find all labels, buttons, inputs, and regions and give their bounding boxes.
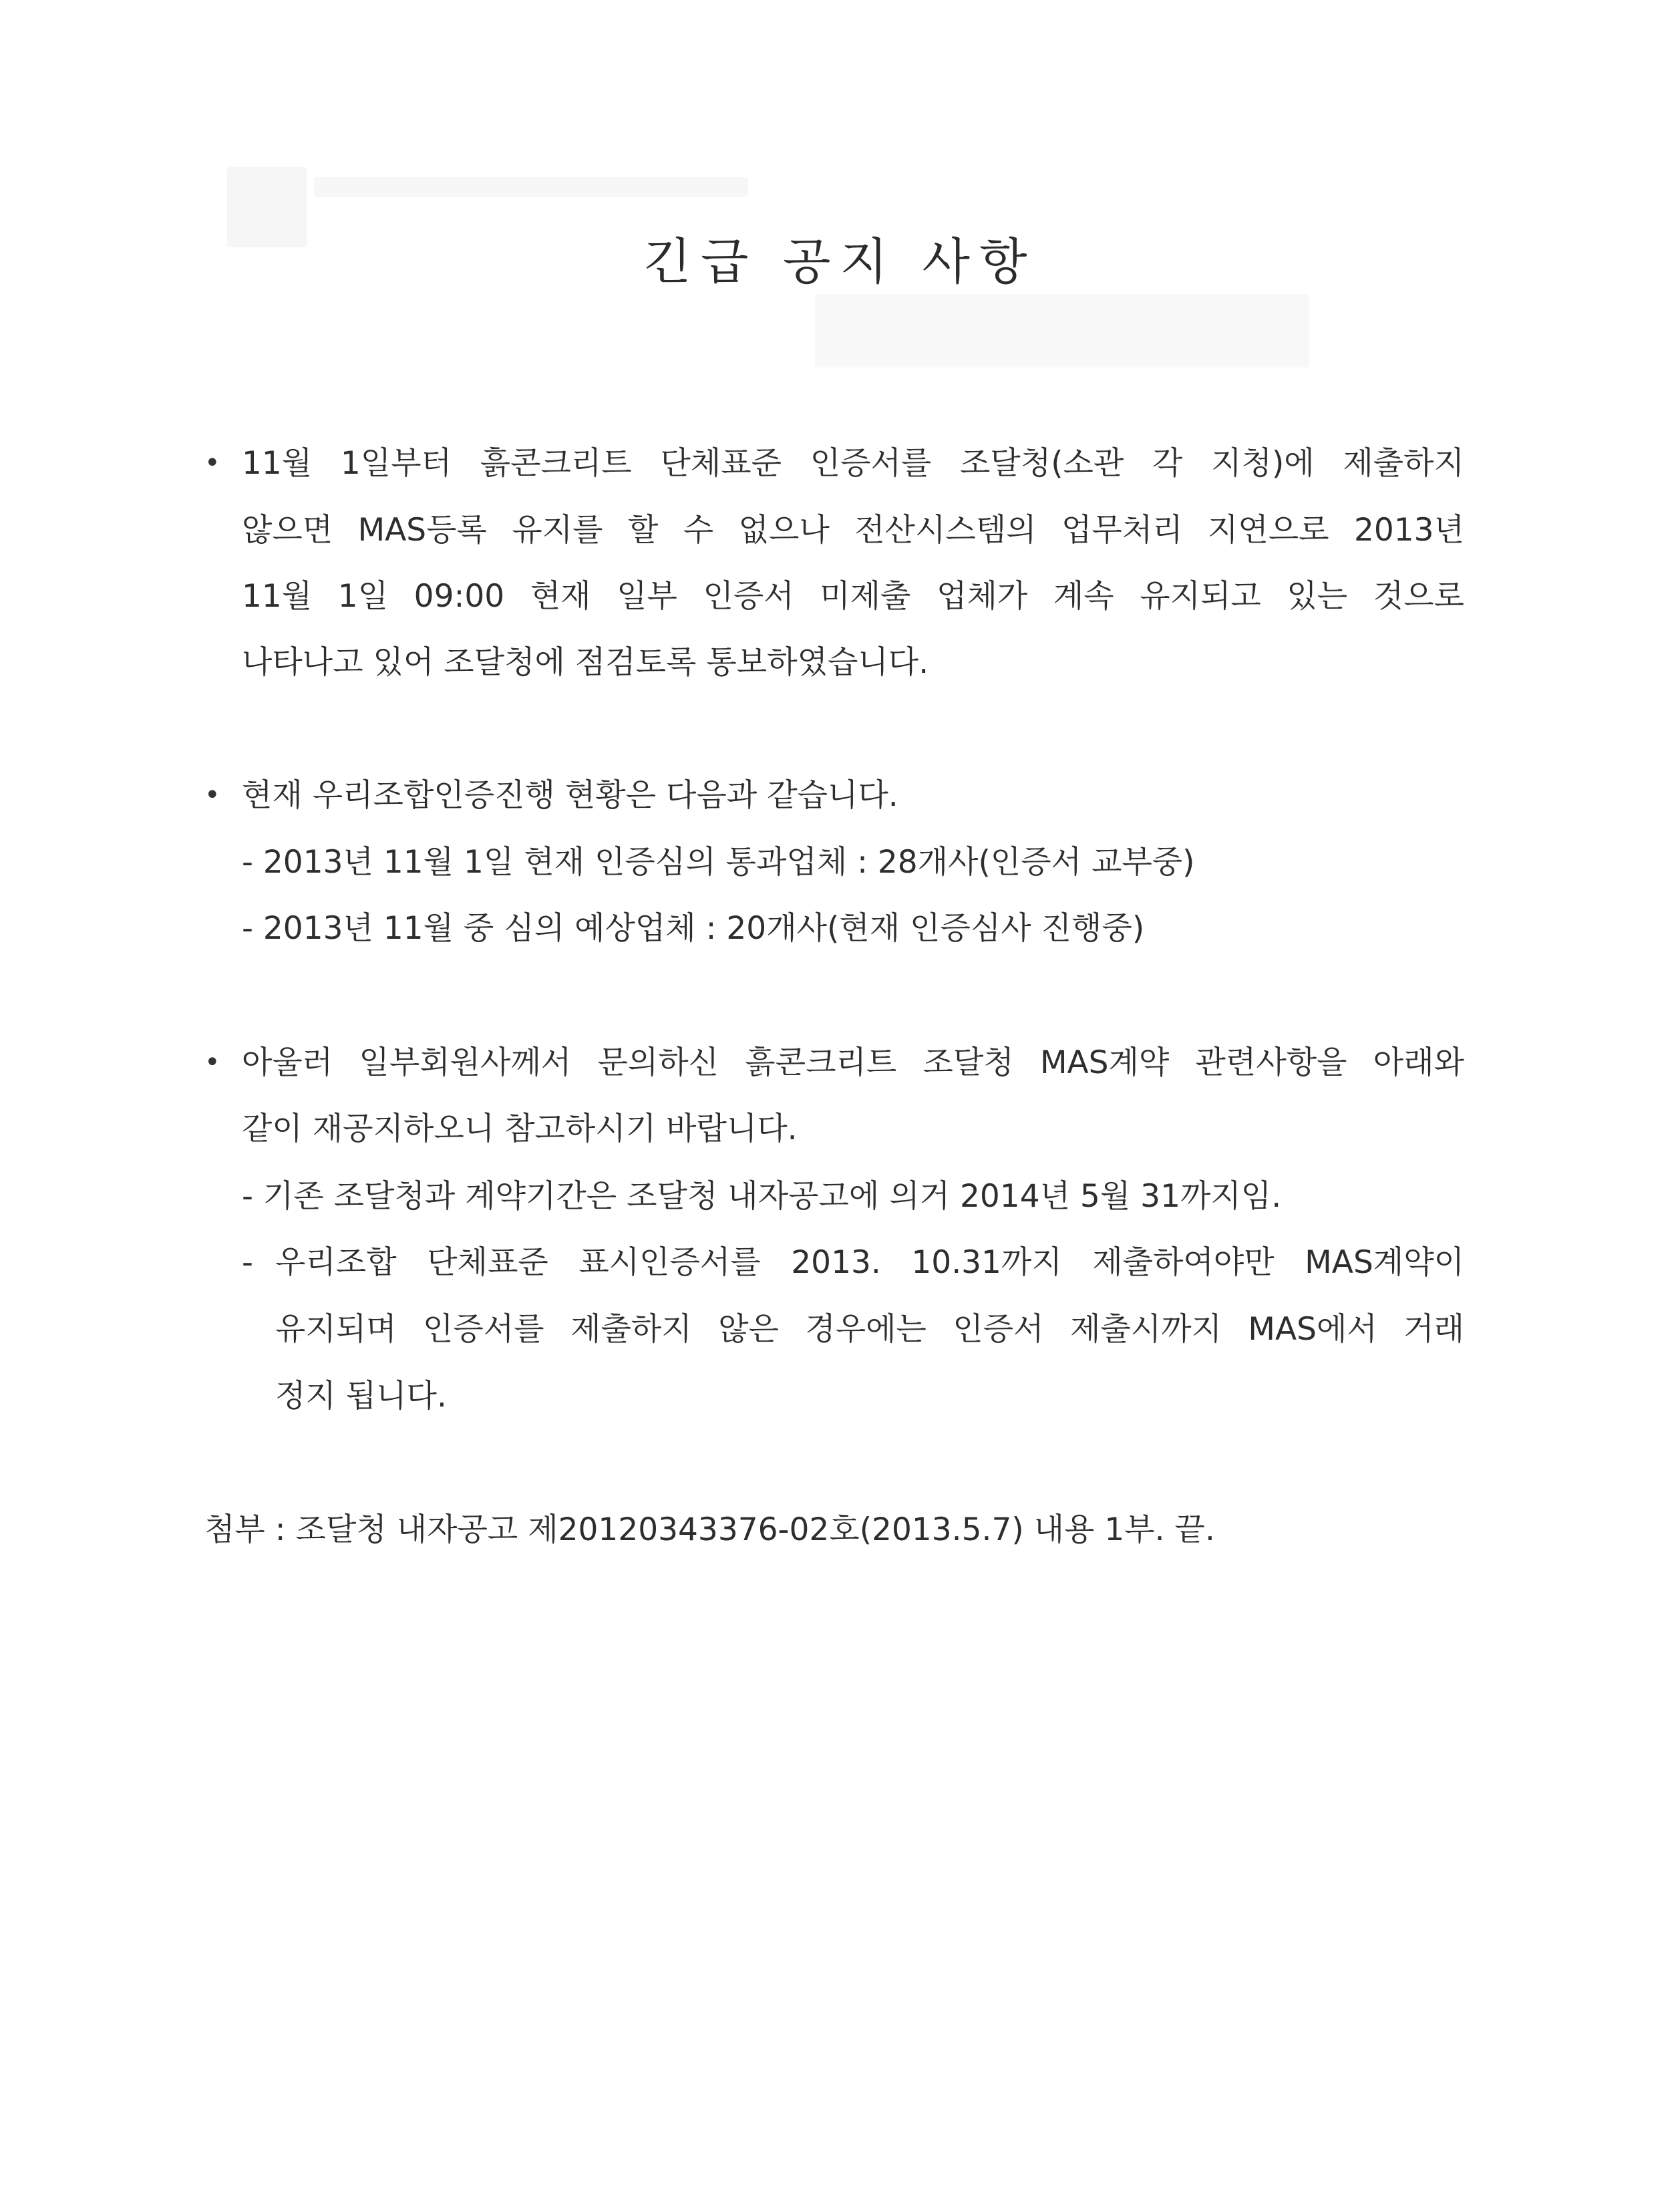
bullet-icon: • (204, 780, 220, 811)
section3-line: 아울러 일부회원사께서 문의하신 흙콘크리트 조달청 MAS계약 관련사항을 아래와 (242, 1044, 1464, 1081)
section2-item: - 2013년 11월 중 심의 예상업체 : 20개사(현재 인증심사 진행중) (242, 910, 1145, 947)
scan-bleed-mark (227, 167, 307, 247)
attachment-note: 첨부 : 조달청 내자공고 제20120343376-02호(2013.5.7) 내용 1부. 끝. (204, 1511, 1215, 1548)
bullet-icon: • (204, 1047, 220, 1078)
section2-item: - 2013년 11월 1일 현재 인증심의 통과업체 : 28개사(인증서 교부중) (242, 844, 1195, 881)
section3-item-line: 우리조합 단체표준 표시인증서를 2013. 10.31까지 제출하여야만 MAS계약이 (275, 1244, 1464, 1281)
section3-item: - 기존 조달청과 계약기간은 조달청 내자공고에 의거 2014년 5월 31까지임. (242, 1178, 1282, 1215)
page-title: 긴급 공지 사항 (643, 233, 1037, 291)
section1-line: 11월 1일부터 흙콘크리트 단체표준 인증서를 조달청(소관 각 지청)에 제출하지 (242, 445, 1464, 482)
section3-item-line: 유지되며 인증서를 제출하지 않은 경우에는 인증서 제출시까지 MAS에서 거래 (275, 1311, 1464, 1348)
scan-bleed-mark (314, 177, 748, 197)
section1-line: 11월 1일 09:00 현재 일부 인증서 미제출 업체가 계속 유지되고 있는 것으로 (242, 578, 1464, 615)
scan-bleed-mark (815, 294, 1309, 368)
bullet-icon: • (204, 448, 220, 478)
section3-item-dash: - (242, 1244, 253, 1281)
section2-heading: 현재 우리조합인증진행 현황은 다음과 같습니다. (242, 777, 898, 814)
section3-line: 같이 재공지하오니 참고하시기 바랍니다. (242, 1111, 798, 1147)
section1-line: 나타나고 있어 조달청에 점검토록 통보하였습니다. (242, 644, 929, 681)
section3-item-line: 정지 됩니다. (275, 1378, 447, 1415)
section1-line: 않으면 MAS등록 유지를 할 수 없으나 전산시스템의 업무처리 지연으로 2013년 (242, 512, 1464, 549)
